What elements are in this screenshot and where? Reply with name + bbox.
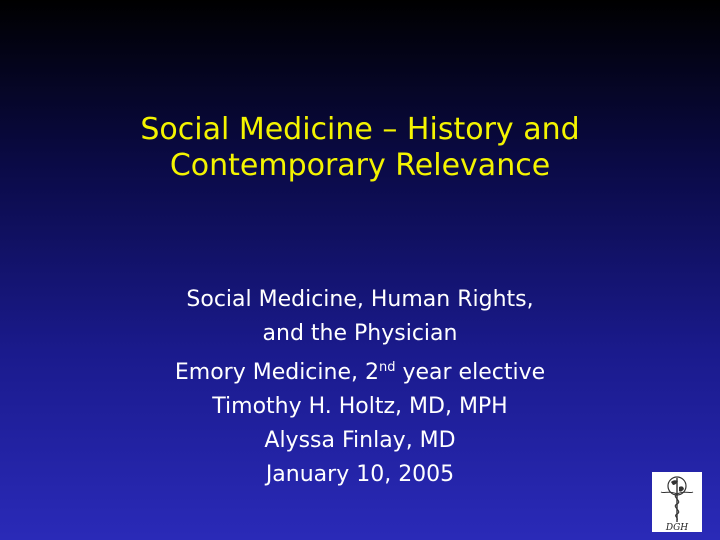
presenter-1: Timothy H. Holtz, MD, MPH [212,394,508,419]
globe-caduceus-logo-icon [652,472,702,532]
title-line-2: Contemporary Relevance [169,148,551,183]
svg-text:DGH: DGH [665,523,689,532]
course-title-line-1: Social Medicine, Human Rights, [186,287,534,312]
presentation-date: January 10, 2005 [265,462,455,487]
logo-graphic [652,472,702,532]
elective-superscript: nd [378,360,396,375]
course-title-line-2: and the Physician [262,321,458,346]
slide-subtitle [0,283,720,492]
elective-line [0,351,720,390]
title-line-1: Social Medicine – History and [140,112,580,147]
elective-prefix: Emory Medicine, 2 [174,360,379,385]
presenter-2: Alyssa Finlay, MD [264,428,456,453]
slide-title [0,112,720,184]
elective-suffix: year elective [395,360,546,385]
